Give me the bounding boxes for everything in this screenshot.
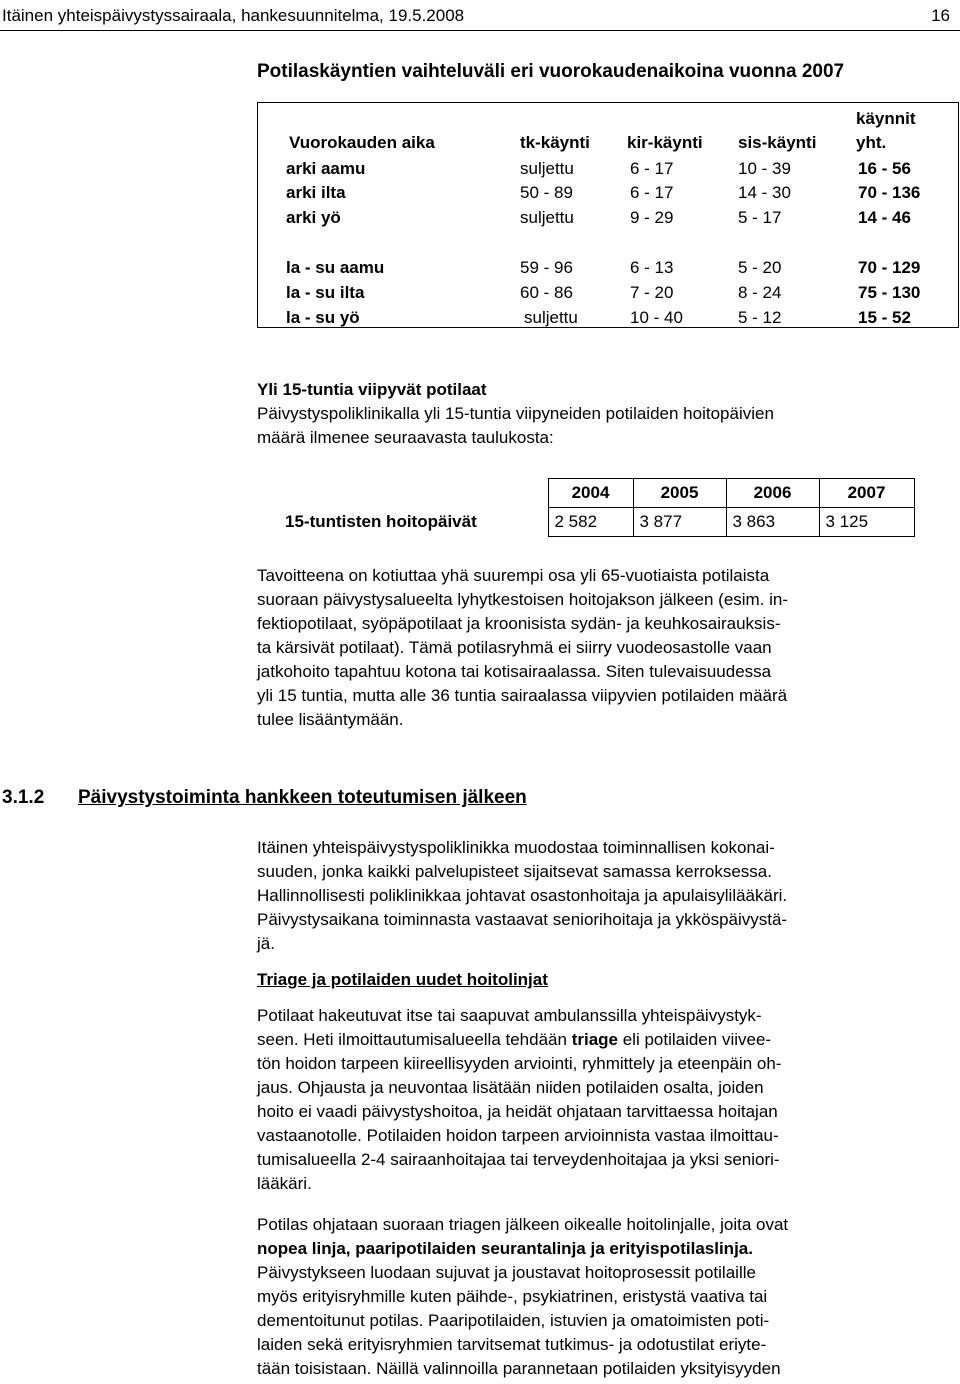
row-label: la - su yö xyxy=(286,308,360,327)
cell-sis: 14 - 30 xyxy=(738,183,791,202)
cell-total: 70 - 129 xyxy=(858,258,921,277)
days-table xyxy=(275,478,915,537)
cell-kir: 7 - 20 xyxy=(630,283,674,302)
document-title: Itäinen yhteispäivystyssairaala, hankesuunnitelma, 19.5.2008 xyxy=(2,6,465,25)
text-line: jä. xyxy=(257,934,275,953)
cell-sis: 5 - 17 xyxy=(738,208,782,227)
year-header: 2007 xyxy=(819,479,914,508)
cell-kir: 6 - 17 xyxy=(630,159,674,178)
text-line: laiden sekä erityisryhmien tarvitsemat tutkimus- ja odotustilat eriyte- xyxy=(257,1335,767,1354)
cell-tk: suljettu xyxy=(520,208,574,227)
section-heading: Yli 15-tuntia viipyvät potilaat xyxy=(257,380,487,399)
cell-total: 15 - 52 xyxy=(858,308,911,327)
subsection-heading: Triage ja potilaiden uudet hoitolinjat xyxy=(257,970,548,989)
text-line: tumisalueella 2-4 sairaanhoitajaa tai terveydenhoitajaa ja yksi seniori- xyxy=(257,1150,780,1169)
visits-table-title: Potilaskäyntien vaihteluväli eri vuorokaudenaikoina vuonna 2007 xyxy=(257,61,845,82)
table-row xyxy=(275,479,914,508)
text-line: tulee lisääntymään. xyxy=(257,710,404,729)
text-run: seen. Heti ilmoittautumisalueella tehdään xyxy=(257,1030,572,1049)
text-line: fektiopotilaat, syöpäpotilaat ja kroonisista sydän- ja keuhkosairauksis- xyxy=(257,614,781,633)
triage-term: triage xyxy=(571,1030,618,1049)
cell-total: 14 - 46 xyxy=(858,208,911,227)
text-line: hoito ei vaadi päivystyshoitoa, ja heidät ohjataan tarvittaessa hoitajan xyxy=(257,1102,778,1121)
text-line: Tavoitteena on kotiuttaa yhä suurempi osa yli 65-vuotiaista potilaista xyxy=(257,566,770,585)
column-header-total-sub: yht. xyxy=(856,133,887,152)
table-cell: 3 877 xyxy=(633,508,726,537)
paragraph-triage xyxy=(257,1004,781,1196)
cell-tk: 59 - 96 xyxy=(520,258,573,277)
empty-cell xyxy=(275,479,548,508)
text-line: Itäinen yhteispäivystyspoliklinikka muodostaa toiminnallisen kokonai- xyxy=(257,838,775,857)
cell-kir: 9 - 29 xyxy=(630,208,674,227)
column-header-total: käynnit xyxy=(856,109,916,128)
row-label: arki ilta xyxy=(286,183,346,202)
text-line: ta kärsivät potilaat). Tämä potilasryhmä ei siirry vuodeosastolle vaan xyxy=(257,638,772,657)
cell-tk: 60 - 86 xyxy=(520,283,573,302)
column-header-tk: tk-käynti xyxy=(520,133,590,152)
text-line: Potilas ohjataan suoraan triagen jälkeen oikealle hoitolinjalle, joita ovat xyxy=(257,1215,789,1234)
cell-tk: suljettu xyxy=(520,159,574,178)
text-line: Päivystyspoliklinikalla yli 15-tuntia viipyneiden potilaiden hoitopäivien xyxy=(257,404,774,423)
text-line: tön hoidon tarpeen kiireellisyyden arviointi, ryhmittely ja eteenpäin oh- xyxy=(257,1054,782,1073)
column-header-time: Vuorokauden aika xyxy=(289,133,435,152)
page-header xyxy=(0,4,960,31)
text-line: jaus. Ohjausta ja neuvontaa lisätään niiden potilaiden osalta, joiden xyxy=(257,1078,764,1097)
year-header: 2005 xyxy=(633,479,726,508)
cell-sis: 10 - 39 xyxy=(738,159,791,178)
cell-tk: 50 - 89 xyxy=(520,183,573,202)
cell-sis: 5 - 12 xyxy=(738,308,782,327)
text-line: dementoitunut potilas. Paaripotilaiden, istuvien ja omatoimisten poti- xyxy=(257,1311,770,1330)
paragraph-organization xyxy=(257,836,787,956)
text-line xyxy=(257,1237,788,1261)
cell-sis: 5 - 20 xyxy=(738,258,782,277)
cell-kir: 6 - 17 xyxy=(630,183,674,202)
chapter-title: Päivystystoiminta hankkeen toteutumisen jälkeen xyxy=(78,787,527,808)
text-line xyxy=(257,1028,781,1052)
row-label: arki yö xyxy=(286,208,341,227)
row-label: 15-tuntisten hoitopäivät xyxy=(285,512,477,531)
column-header-kir: kir-käynti xyxy=(627,133,703,152)
text-line: Päivystysaikana toiminnasta vastaavat seniorihoitaja ja ykköspäivystä- xyxy=(257,910,788,929)
cell-total: 16 - 56 xyxy=(858,159,911,178)
chapter-number: 3.1.2 xyxy=(2,787,45,808)
cell-tk: suljettu xyxy=(524,308,578,327)
text-line: Päivystykseen luodaan sujuvat ja joustavat hoitoprosessit potilaille xyxy=(257,1263,756,1282)
table-cell: 3 125 xyxy=(819,508,914,537)
text-line: vastaanotolle. Potilaiden hoidon tarpeen arvioinnista vastaa ilmoittau- xyxy=(257,1126,779,1145)
paragraph-care-lines xyxy=(257,1213,788,1381)
text-line: lääkäri. xyxy=(257,1174,312,1193)
text-line: jatkohoito tapahtuu kotona tai kotisairaalassa. Siten tulevaisuudessa xyxy=(257,662,772,681)
year-header: 2004 xyxy=(548,479,633,508)
text-line: tään toisistaan. Näillä valinnoilla parannetaan potilaiden yksityisyyden xyxy=(257,1359,781,1378)
text-line: Hallinnollisesti poliklinikkaa johtavat osastonhoitaja ja apulaisylilääkäri. xyxy=(257,886,788,905)
row-label: la - su aamu xyxy=(286,258,385,277)
text-line: myös erityisryhmille kuten päihde-, psykiatrinen, eristystä vaativa tai xyxy=(257,1287,768,1306)
paragraph-intro xyxy=(257,402,774,450)
table-cell: 2 582 xyxy=(548,508,633,537)
text-line: suoraan päivystysalueelta lyhytkestoisen hoitojakson jälkeen (esim. in- xyxy=(257,590,789,609)
row-label: arki aamu xyxy=(286,159,366,178)
cell-total: 75 - 130 xyxy=(858,283,921,302)
text-line: määrä ilmenee seuraavasta taulukosta: xyxy=(257,428,554,447)
cell-kir: 6 - 13 xyxy=(630,258,674,277)
text-line: Potilaat hakeutuvat itse tai saapuvat ambulanssilla yhteispäivystyk- xyxy=(257,1006,762,1025)
cell-kir: 10 - 40 xyxy=(630,308,683,327)
text-line: suuden, jonka kaikki palvelupisteet sijaitsevat samassa kerroksessa. xyxy=(257,862,772,881)
table-row xyxy=(275,508,914,537)
cell-total: 70 - 136 xyxy=(858,183,921,202)
care-lines-emphasis: nopea linja, paaripotilaiden seurantalinja ja erityispotilaslinja. xyxy=(257,1239,753,1258)
column-header-sis: sis-käynti xyxy=(738,133,817,152)
page-number: 16 xyxy=(931,6,950,25)
cell-sis: 8 - 24 xyxy=(738,283,782,302)
paragraph-goal xyxy=(257,564,788,732)
year-header: 2006 xyxy=(726,479,819,508)
text-run: eli potilaiden viivee- xyxy=(617,1030,772,1049)
text-line: yli 15 tuntia, mutta alle 36 tuntia sairaalassa viipyvien potilaiden määrä xyxy=(257,686,788,705)
table-cell: 3 863 xyxy=(726,508,819,537)
row-label: la - su ilta xyxy=(286,283,365,302)
